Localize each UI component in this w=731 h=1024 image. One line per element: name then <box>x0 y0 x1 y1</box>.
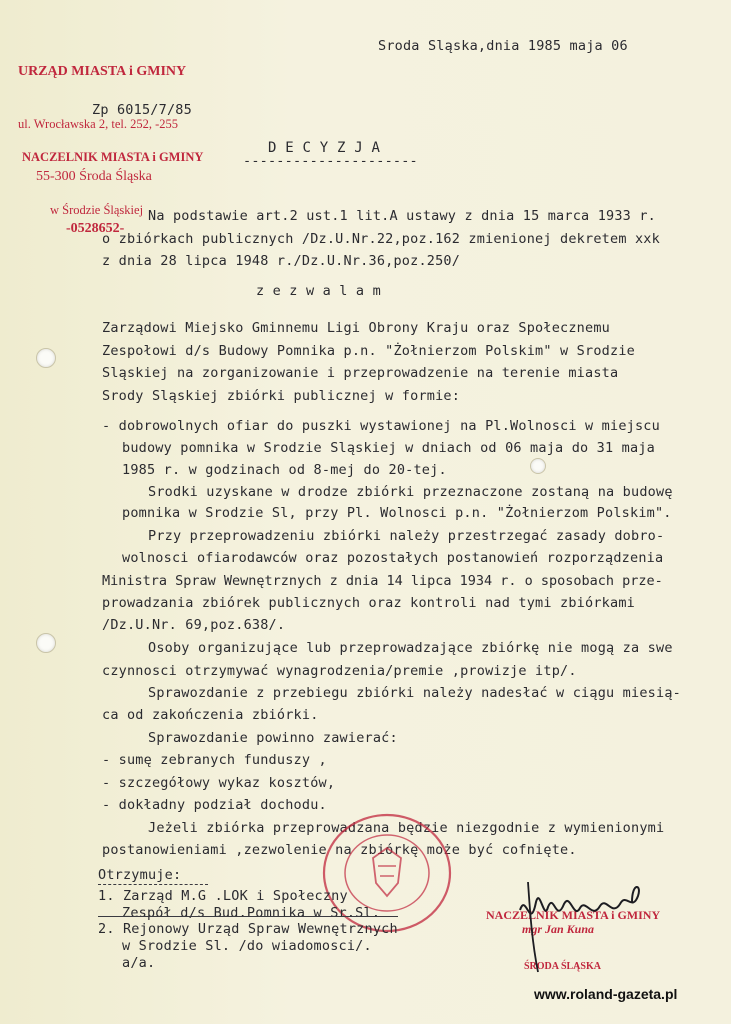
body-line: Srody Sląskiej zbiórki publicznej w formie: <box>102 388 461 404</box>
office-stamp-line1: URZĄD MIASTA i GMINY <box>18 64 187 79</box>
body-line: budowy pomnika w Srodzie Sląskiej w dniach od 06 maja do 31 maja <box>122 440 655 456</box>
body-line: prowadzania zbiórek publicznych oraz kontroli nad tymi zbiórkami <box>102 595 635 611</box>
body-line: Przy przeprowadzeniu zbiórki należy przestrzegać zasady dobro- <box>148 528 665 544</box>
recipient-line: 2. Rejonowy Urząd Spraw Wewnętrznych <box>98 921 398 937</box>
punch-hole-top <box>36 348 56 368</box>
office-stamp-line4: -0528652- <box>66 221 125 236</box>
title-underline: --------------------- <box>243 153 418 169</box>
body-line: postanowieniami ,zezwolenie na zbiórkę może być cofnięte. <box>102 842 577 858</box>
body-line: 1985 r. w godzinach od 8-mej do 20-tej. <box>122 462 447 478</box>
body-line: /Dz.U.Nr. 69,poz.638/. <box>102 617 286 633</box>
document-title: D E C Y Z J A <box>268 140 381 156</box>
body-line: Sląskiej na zorganizowanie i przeprowadzenie na terenie miasta <box>102 365 619 381</box>
body-line: Zarządowi Miejsko Gminnemu Ligi Obrony Kraju oraz Społecznemu <box>102 320 610 336</box>
signature-name: mgr Jan Kuna <box>522 922 595 936</box>
signature-stamp-line1: NACZELNIK MIASTA i GMINY <box>486 908 661 922</box>
recipient-line: 1. Zarząd M.G .LOK i Społeczny <box>98 888 348 904</box>
place-date: Sroda Sląska,dnia 1985 maja 06 <box>378 38 628 54</box>
handwritten-signature <box>508 862 658 982</box>
body-line: ca od zakończenia zbiórki. <box>102 707 319 723</box>
chief-stamp-line2: w Środzie Śląskiej <box>50 203 144 217</box>
body-line: Osoby organizujące lub przeprowadzające zbiórkę nie mogą za swe <box>148 640 673 656</box>
signature-stamp-line2: ŚRODA ŚLĄSKA <box>524 961 601 972</box>
body-line: Ministra Spraw Wewnętrznych z dnia 14 lipca 1934 r. o sposobach prze- <box>102 573 663 589</box>
recipients-heading-underline <box>98 884 208 885</box>
body-line: Na podstawie art.2 ust.1 lit.A ustawy z dnia 15 marca 1933 r. <box>148 208 656 224</box>
recipient-line: Zespół d/s Bud.Pomnika w Sr.Sl. <box>122 905 381 921</box>
website-watermark: www.roland-gazeta.pl <box>534 986 678 1002</box>
office-stamp-line2: ul. Wrocławska 2, tel. 252, -255 <box>18 117 178 131</box>
chief-stamp-line1: NACZELNIK MIASTA i GMINY <box>22 150 204 164</box>
body-line: o zbiórkach publicznych /Dz.U.Nr.22,poz.162 zmienionej dekretem xxk <box>102 231 660 247</box>
body-line: Sprawozdanie powinno zawierać: <box>148 730 398 746</box>
body-line: - sumę zebranych funduszy , <box>102 752 327 768</box>
punch-hole-bottom <box>530 458 546 474</box>
body-line: - szczegółowy wykaz kosztów, <box>102 775 336 791</box>
body-line: pomnika w Srodzie Sl, przy Pl. Wolnosci p.n. "Żołnierzom Polskim". <box>122 505 672 521</box>
body-line: - dobrowolnych ofiar do puszki wystawionej na Pl.Wolnosci w miejscu <box>102 418 660 434</box>
office-stamp-line3: 55-300 Środa Śląska <box>36 169 152 184</box>
body-line: - dokładny podział dochodu. <box>102 797 327 813</box>
punch-hole-left-lower <box>36 633 56 653</box>
recipients-heading: Otrzymuje: <box>98 867 182 883</box>
body-line: czynnosci otrzymywać wynagrodzenia/premie ,prowizje itp/. <box>102 663 577 679</box>
strike-line <box>98 916 398 917</box>
body-line: wolnosci ofiarodawców oraz pozostałych postanowień rozporządzenia <box>122 550 664 566</box>
body-line: z e z w a l a m <box>256 283 381 299</box>
body-line: Zespołowi d/s Budowy Pomnika p.n. "Żołnierzom Polskim" w Srodzie <box>102 343 635 359</box>
body-line: z dnia 28 lipca 1948 r./Dz.U.Nr.36,poz.250/ <box>102 253 461 269</box>
body-line: Jeżeli zbiórka przeprowadzana będzie niezgodnie z wymienionymi <box>148 820 665 836</box>
recipient-line: a/a. <box>122 955 156 971</box>
reference-number: Zp 6015/7/85 <box>92 102 192 118</box>
recipient-line: w Srodzie Sl. /do wiadomosci/. <box>122 938 372 954</box>
body-line: Sprawozdanie z przebiegu zbiórki należy nadesłać w ciągu miesią- <box>148 685 681 701</box>
body-line: Srodki uzyskane w drodze zbiórki przeznaczone zostaną na budowę <box>148 484 673 500</box>
